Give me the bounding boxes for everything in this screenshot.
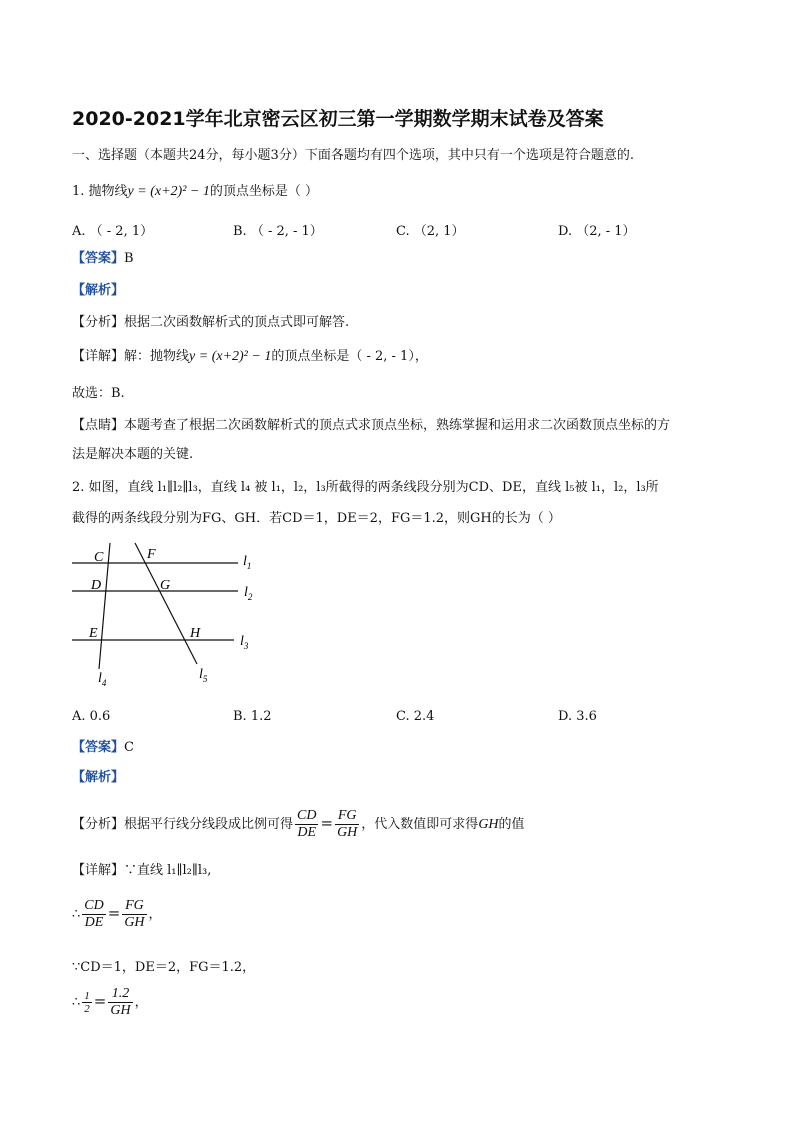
fraction-1-2: $\frac{1}{2}$ (84, 990, 90, 1015)
answer-value: B (124, 251, 134, 266)
fraction-cd-de: $\frac{CD}{DE}$ (84, 898, 104, 930)
xiangjie-pre: 解：抛物线 (124, 349, 190, 364)
fenxi-tag: 【分析】 (72, 315, 125, 330)
answer-tag: 【答案】 (72, 251, 125, 266)
section-heading: 一、选择题（本题共24分，每小题3分）下面各题均有四个选项，其中只有一个选项是符合题意的. (72, 148, 634, 163)
fenxi-gh: GH (478, 817, 499, 832)
q2-option-c: C. 2.4 (396, 709, 435, 724)
answer-tag: 【答案】 (72, 740, 125, 755)
fenxi-text: 根据二次函数解析式的顶点式即可解答. (124, 315, 350, 330)
q2-option-a: A. 0.6 (72, 709, 111, 724)
fraction-12-gh: $\frac{1.2}{GH}$ (110, 986, 131, 1018)
xiangjie-tag: 【详解】 (72, 863, 125, 878)
label-l3: $l_3$ (240, 634, 249, 651)
q1-prefix: 1. 抛物线 (72, 184, 128, 199)
q2-given: ∵CD＝1，DE＝2，FG＝1.2， (72, 960, 256, 975)
q1-stem (72, 183, 318, 201)
q1-fenxi (72, 314, 349, 332)
label-d: D (91, 578, 102, 593)
q2-option-b: B. 1.2 (233, 709, 272, 724)
q2-stem-1: 2. 如图，直线 l₁∥l₂∥l₃，直线 l₄ 被 l₁，l₂，l₃所截得的两条线段分别为CD、DE，直线 l₅被 l₁，l₂，l₃所 (72, 480, 659, 495)
q1-dianjing-2: 法是解决本题的关键. (72, 447, 194, 462)
line-l5 (135, 543, 197, 664)
dianjing-text-1: 本题考查了根据二次函数解析式的顶点式求顶点坐标，熟练掌握和运用求二次函数顶点坐标的方 (124, 418, 671, 433)
q2-step1: ∴ $\frac{CD}{DE}$ = $\frac{FG}{GH}$ ， (72, 898, 162, 930)
q1-analysis (72, 282, 124, 300)
label-g: G (160, 578, 171, 593)
fenxi-post: 的值 (498, 817, 525, 832)
page-title: 2020-2021学年北京密云区初三第一学期数学期末试卷及答案 (72, 108, 604, 130)
q1-guxuan: 故选：B. (72, 386, 125, 401)
analysis-tag: 【解析】 (72, 283, 125, 298)
xiangjie-post: 的顶点坐标是（ - 2, - 1）， (271, 349, 428, 364)
dianjing-tag: 【点睛】 (72, 418, 125, 433)
q1-option-b: B. （ - 2, - 1） (233, 224, 323, 239)
q2-stem-2: 截得的两条线段分别为FG、GH．若CD＝1，DE＝2，FG＝1.2，则GH的长为（ ） (72, 511, 561, 526)
label-l1: $l_1$ (243, 554, 252, 571)
xiangjie-text: ∵直线 l₁∥l₂∥l₃, (124, 863, 212, 878)
parallel-lines-figure (66, 540, 276, 696)
label-l5: $l_5$ (199, 667, 208, 684)
fraction-cd-de: $\frac{CD}{DE}$ (297, 808, 317, 840)
xiangjie-formula: y = (x+2)² − 1 (189, 349, 272, 364)
q1-answer (72, 250, 134, 268)
answer-value: C (124, 740, 134, 755)
q1-xiangjie (72, 348, 428, 366)
label-l2: $l_2$ (244, 585, 253, 602)
q2-fenxi: 【分析】根据平行线分线段成比例可得 $\frac{CD}{DE}$ = $\frac{FG}{GH}$ ，代入数值即可求得GH的值 (72, 808, 525, 840)
q1-formula: y = (x+2)² − 1 (127, 184, 210, 199)
xiangjie-tag: 【详解】 (72, 349, 125, 364)
analysis-tag: 【解析】 (72, 770, 125, 785)
q2-analysis (72, 769, 124, 787)
fenxi-tag: 【分析】 (72, 817, 125, 832)
label-c: C (94, 550, 104, 565)
q2-option-d: D. 3.6 (558, 709, 597, 724)
q1-dianjing (72, 417, 670, 435)
label-l4: $l_4$ (98, 671, 107, 688)
fraction-fg-gh: $\frac{FG}{GH}$ (337, 808, 358, 840)
q1-option-a: A. （ - 2, 1） (72, 224, 154, 239)
label-e: E (89, 626, 98, 641)
label-f: F (147, 547, 156, 562)
q1-option-d: D. （2, - 1） (558, 224, 636, 239)
fraction-fg-gh: $\frac{FG}{GH}$ (124, 898, 145, 930)
q2-step2: ∴ $\frac{1}{2}$ = $\frac{1.2}{GH}$ ， (72, 986, 148, 1018)
q1-option-c: C. （2, 1） (396, 224, 465, 239)
q2-xiangjie (72, 862, 211, 880)
fenxi-mid: ，代入数值即可求得 (361, 817, 479, 832)
q1-suffix: 的顶点坐标是（ ） (209, 184, 318, 199)
label-h: H (190, 626, 201, 641)
fenxi-pre: 根据平行线分线段成比例可得 (124, 817, 294, 832)
q2-answer (72, 739, 134, 757)
